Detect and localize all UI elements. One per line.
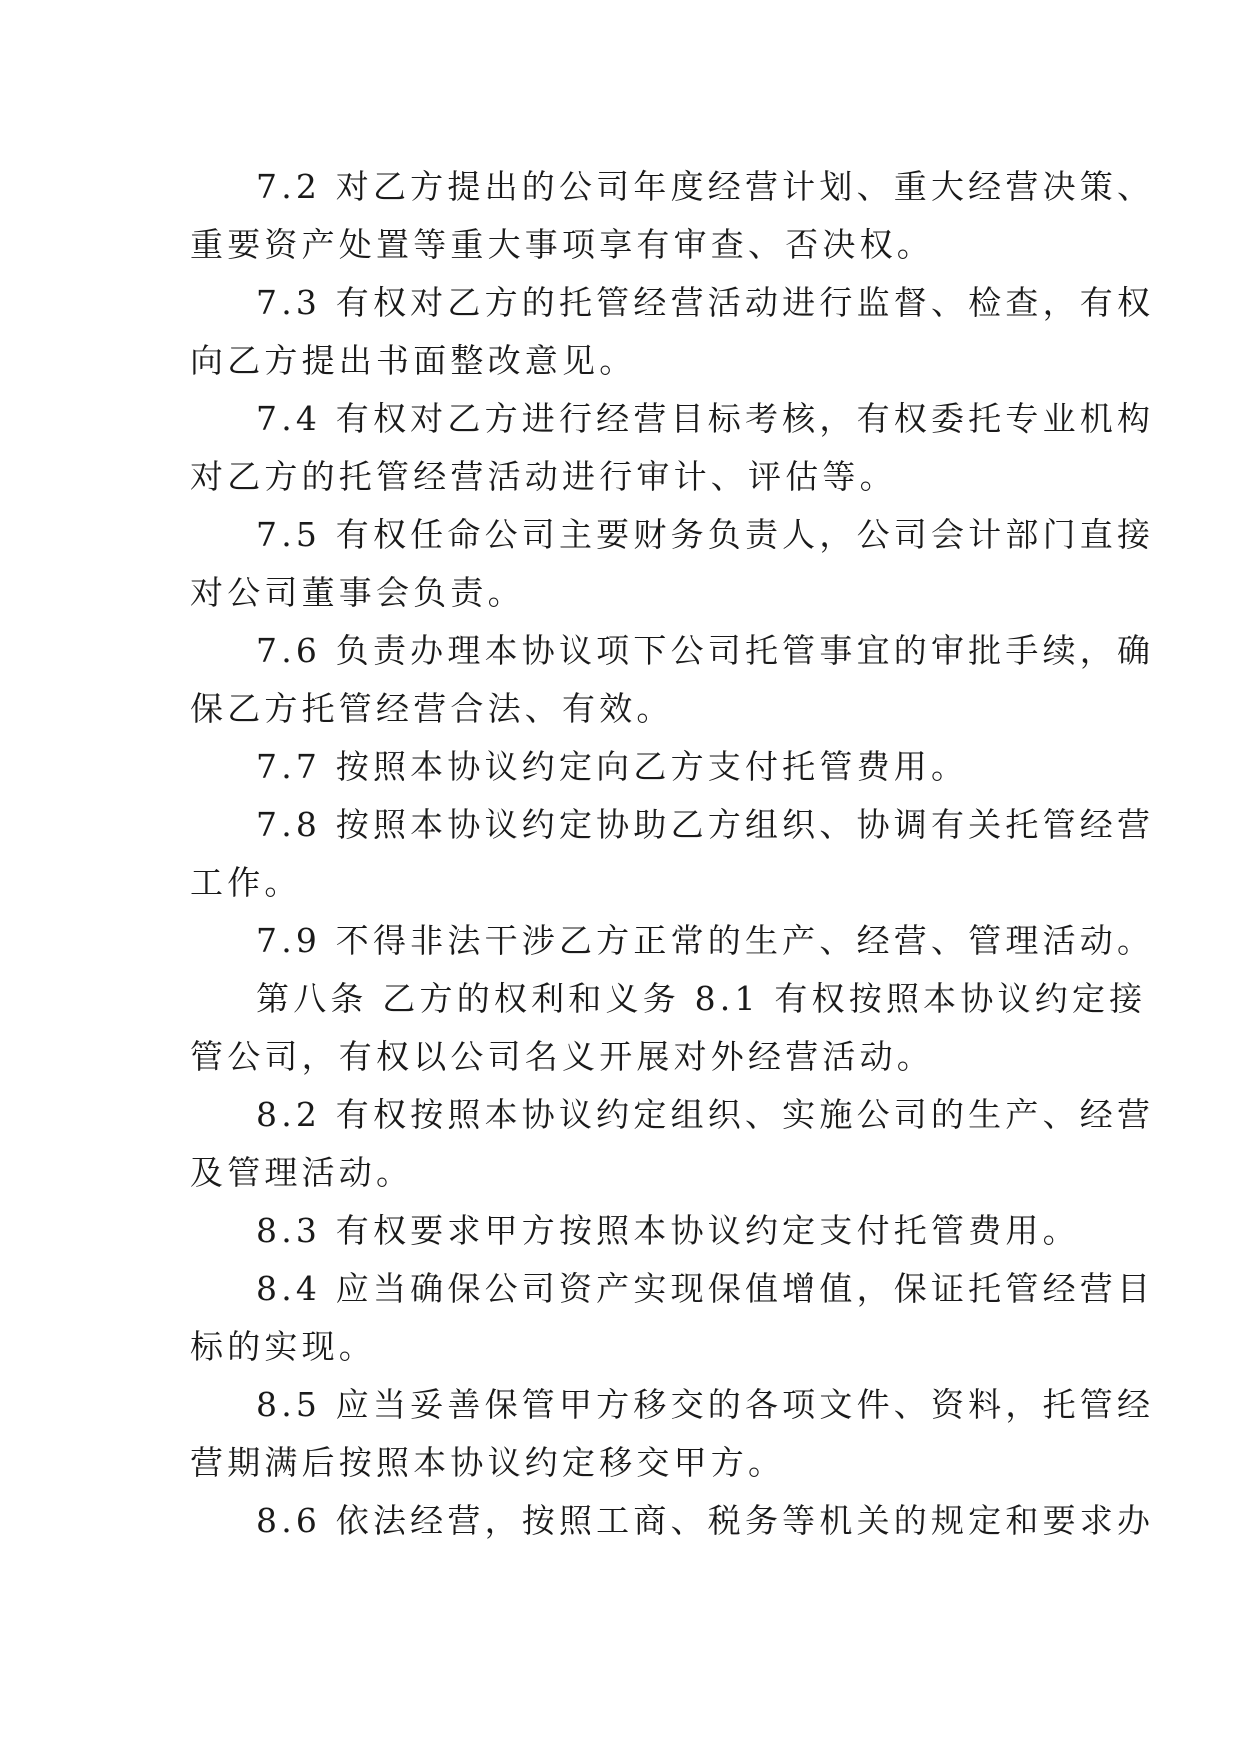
text-line: 8.2 有权按照本协议约定组织、实施公司的生产、经营 <box>256 1095 1155 1134</box>
text-line: 7.4 有权对乙方进行经营目标考核，有权委托专业机构 <box>256 399 1155 438</box>
text-line: 8.6 依法经营，按照工商、税务等机关的规定和要求办 <box>256 1501 1155 1540</box>
text-line: 7.6 负责办理本协议项下公司托管事宜的审批手续，确 <box>256 631 1155 670</box>
text-line: 8.5 应当妥善保管甲方移交的各项文件、资料，托管经 <box>256 1385 1155 1424</box>
text-line: 管公司，有权以公司名义开展对外经营活动。 <box>190 1037 934 1076</box>
text-line: 第八条 乙方的权利和义务 8.1 有权按照本协议约定接 <box>256 979 1147 1018</box>
text-line: 8.4 应当确保公司资产实现保值增值，保证托管经营目 <box>256 1269 1155 1308</box>
text-line: 工作。 <box>190 863 302 902</box>
text-line: 7.9 不得非法干涉乙方正常的生产、经营、管理活动。 <box>256 921 1155 960</box>
text-line: 营期满后按照本协议约定移交甲方。 <box>190 1443 786 1482</box>
text-line: 8.3 有权要求甲方按照本协议约定支付托管费用。 <box>256 1211 1080 1250</box>
text-line: 对乙方的托管经营活动进行审计、评估等。 <box>190 457 897 496</box>
text-line: 标的实现。 <box>190 1327 376 1366</box>
text-line: 向乙方提出书面整改意见。 <box>190 341 637 380</box>
text-line: 7.7 按照本协议约定向乙方支付托管费用。 <box>256 747 969 786</box>
text-line: 7.8 按照本协议约定协助乙方组织、协调有关托管经营 <box>256 805 1155 844</box>
text-line: 重要资产处置等重大事项享有审查、否决权。 <box>190 225 934 264</box>
text-line: 保乙方托管经营合法、有效。 <box>190 689 674 728</box>
text-line: 对公司董事会负责。 <box>190 573 525 612</box>
text-line: 及管理活动。 <box>190 1153 414 1192</box>
text-line: 7.5 有权任命公司主要财务负责人，公司会计部门直接 <box>256 515 1155 554</box>
text-line: 7.2 对乙方提出的公司年度经营计划、重大经营决策、 <box>256 167 1155 206</box>
text-line: 7.3 有权对乙方的托管经营活动进行监督、检查，有权 <box>256 283 1155 322</box>
